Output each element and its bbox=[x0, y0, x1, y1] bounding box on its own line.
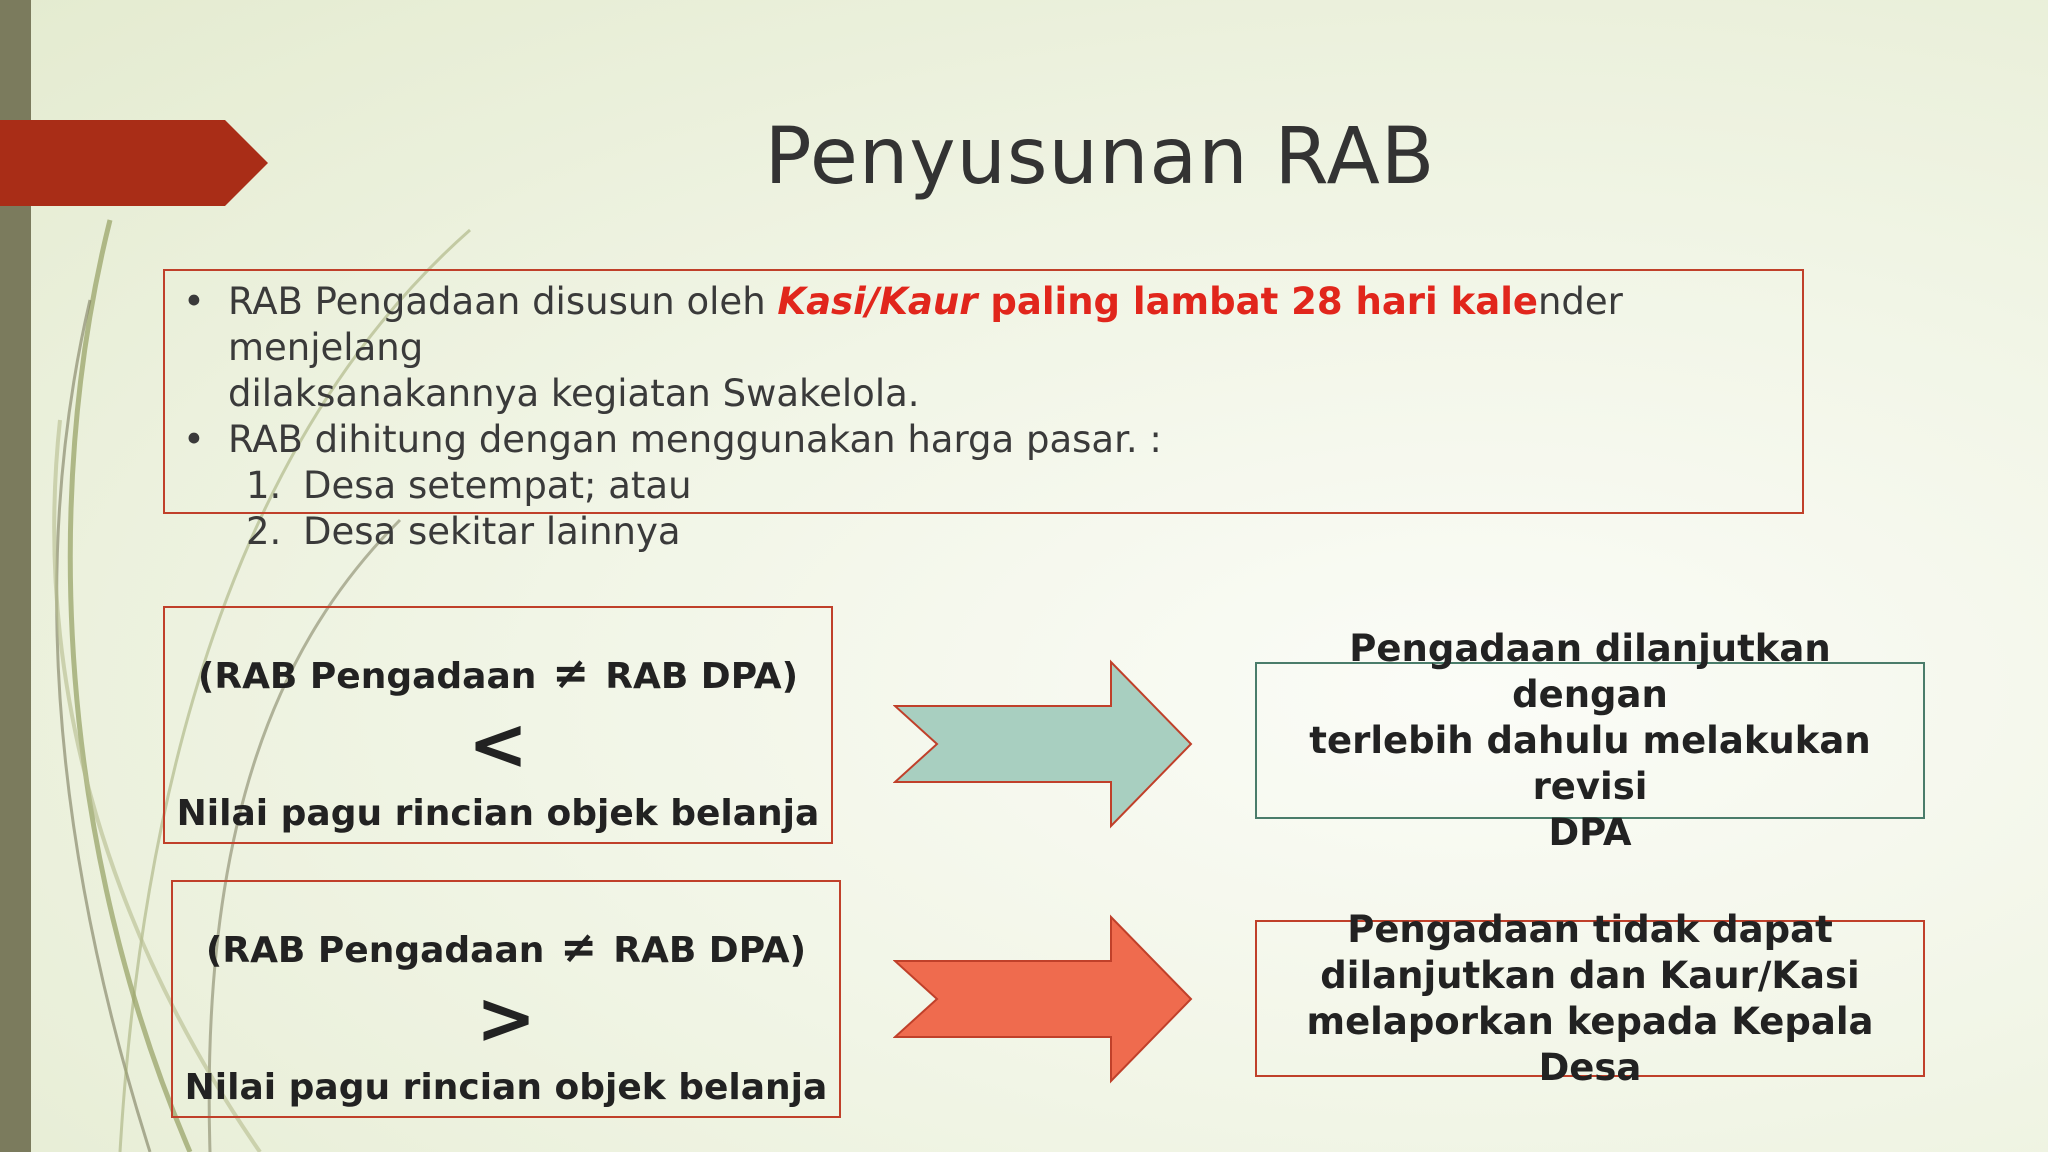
not-equal-symbol: ≠ bbox=[560, 922, 598, 973]
less-than-symbol: < bbox=[467, 702, 529, 786]
bullet-text-1: RAB Pengadaan disusun oleh Kasi/Kaur paling lambat 28 hari kalender menjelang dilaksanakannya kegiatan Swakelola. bbox=[228, 280, 1623, 415]
comparison-box-less: (RAB Pengadaan ≠ RAB DPA) < Nilai pagu rincian objek belanja bbox=[163, 606, 833, 844]
comparison-caption: Nilai pagu rincian objek belanja bbox=[176, 793, 820, 834]
bullet-symbol: • bbox=[183, 280, 205, 323]
result-box-stop: Pengadaan tidak dapat dilanjutkan dan Kaur/Kasi melaporkan kepada Kepala Desa bbox=[1255, 920, 1925, 1077]
arrow-right-icon bbox=[893, 913, 1195, 1085]
comparison-caption: Nilai pagu rincian objek belanja bbox=[184, 1067, 828, 1108]
result-box-continue: Pengadaan dilanjutkan dengan terlebih dahulu melakukan revisi DPA bbox=[1255, 662, 1925, 819]
numbered-item-1: 1. Desa setempat; atau bbox=[246, 464, 692, 507]
highlight-deadline: paling lambat 28 hari kale bbox=[977, 280, 1538, 323]
bullet-symbol: • bbox=[183, 418, 205, 461]
numbered-item-2: 2. Desa sekitar lainnya bbox=[246, 510, 681, 553]
slide-title: Penyusunan RAB bbox=[764, 112, 1436, 202]
bullet-item-1 bbox=[183, 279, 1782, 417]
not-equal-symbol: ≠ bbox=[552, 648, 590, 699]
greater-than-symbol: > bbox=[475, 976, 537, 1060]
arrow-right-icon bbox=[893, 658, 1195, 830]
bullet-text-2: RAB dihitung dengan menggunakan harga pasar. : bbox=[228, 418, 1162, 461]
title-tab-shape bbox=[0, 120, 270, 206]
bullet-item-2 bbox=[183, 417, 1782, 463]
comparison-box-greater: (RAB Pengadaan ≠ RAB DPA) > Nilai pagu rincian objek belanja bbox=[171, 880, 841, 1118]
highlight-kasi-kaur: Kasi/Kaur bbox=[777, 280, 978, 323]
info-box bbox=[163, 269, 1804, 553]
